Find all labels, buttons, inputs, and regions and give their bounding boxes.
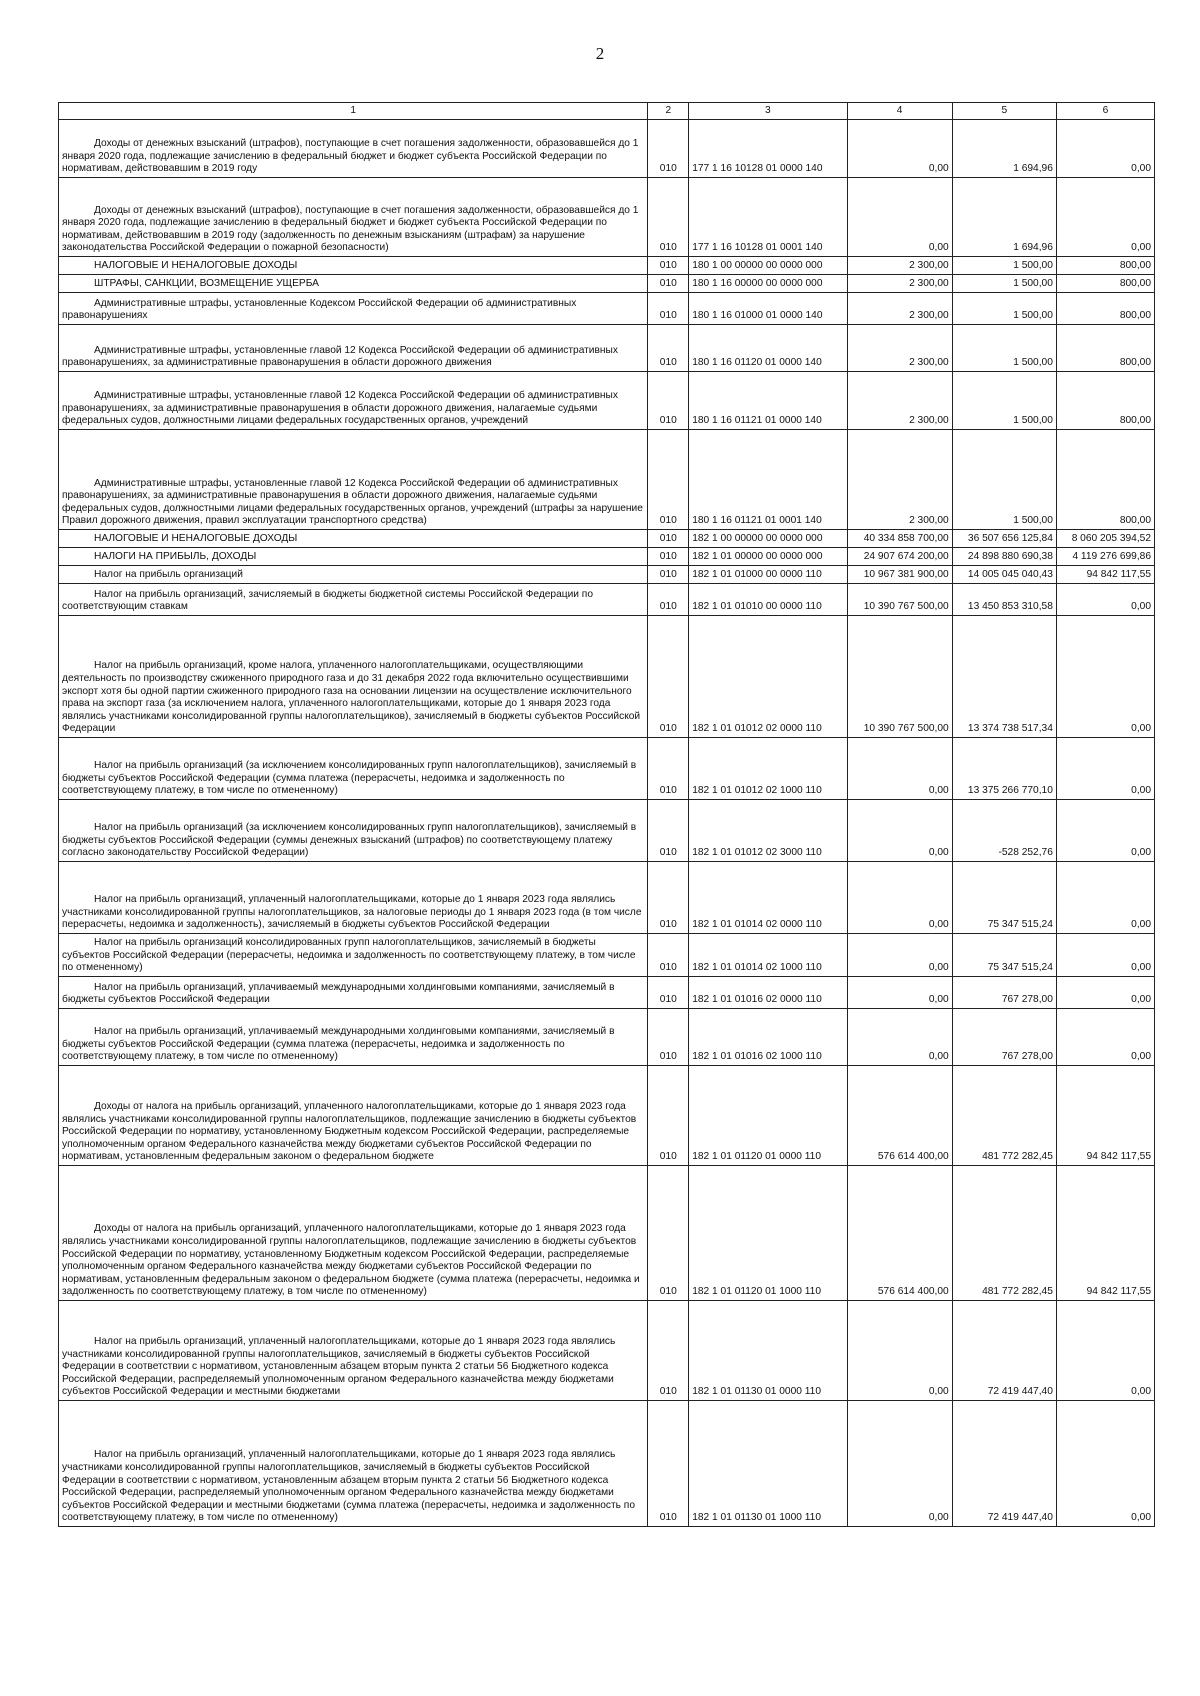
row-name-text: Налог на прибыль организаций, зачисляемый в бюджеты бюджетной системы Российской Федерации по соответствующим ставкам xyxy=(62,588,593,613)
row-budget-code: 182 1 01 01014 02 1000 110 xyxy=(689,934,847,977)
row-name-text: Административные штрафы, установленные главой 12 Кодекса Российской Федерации об административных правонарушениях, за административные правонарушения в области дорожного движения xyxy=(62,344,618,369)
row-executed-amount: 36 507 656 125,84 xyxy=(952,530,1056,548)
row-budget-code: 182 1 01 01016 02 1000 110 xyxy=(689,1009,847,1066)
row-name-text: НАЛОГИ НА ПРИБЫЛЬ, ДОХОДЫ xyxy=(94,551,257,563)
row-executed-amount: 1 500,00 xyxy=(952,325,1056,372)
row-budget-code: 177 1 16 10128 01 0001 140 xyxy=(689,178,847,257)
table-row xyxy=(59,120,1155,178)
row-executed-amount: 13 375 266 770,10 xyxy=(952,738,1056,800)
row-executed-amount: 75 347 515,24 xyxy=(952,934,1056,977)
row-unexecuted-amount: 800,00 xyxy=(1056,275,1154,293)
row-budget-code: 182 1 00 00000 00 0000 000 xyxy=(689,530,847,548)
row-executed-amount: 75 347 515,24 xyxy=(952,862,1056,934)
row-name-text: Доходы от денежных взысканий (штрафов), поступающие в счет погашения задолженности, образовавшейся до 1 января 2020 года, подлежащие зачислению в федеральный бюджет и бюджет субъекта Российской Федерации по нормативам, действовавшим в 2019 году (задолженность по денежным взысканиям (штрафам) за нарушение законодательства Российской Федерации о пожарной безопасности) xyxy=(62,204,639,254)
table-row xyxy=(59,293,1155,325)
row-approved-amount: 2 300,00 xyxy=(847,430,952,530)
table-row xyxy=(59,1009,1155,1066)
row-approved-amount: 0,00 xyxy=(847,800,952,862)
row-name xyxy=(59,257,648,275)
table-row xyxy=(59,275,1155,293)
row-name-text: Налог на прибыль организаций, уплаченный налогоплательщиками, которые до 1 января 2023 года являлись участниками консолидированной группы налогоплательщиков, зачисляемый в бюджеты субъектов Российской Федерации в соответствии с нормативом, установленным абзацем вторым пункта 2 статьи 56 Бюджетного кодекса Российской Федерации, распределяемый уполномоченным органом Федерального казначейства между бюджетами субъектов Российской Федерации и местными бюджетами (сумма платежа (перерасчеты, недоимка и задолженность по соответствующему платежу, в том числе по отмененному) xyxy=(62,1449,635,1524)
row-approved-amount: 0,00 xyxy=(847,178,952,257)
row-budget-code: 180 1 16 01000 01 0000 140 xyxy=(689,293,847,325)
row-approved-amount: 40 334 858 700,00 xyxy=(847,530,952,548)
row-budget-code: 180 1 00 00000 00 0000 000 xyxy=(689,257,847,275)
table-row xyxy=(59,566,1155,584)
row-executed-amount: -528 252,76 xyxy=(952,800,1056,862)
row-budget-code: 182 1 01 01120 01 1000 110 xyxy=(689,1166,847,1301)
row-executed-amount: 481 772 282,45 xyxy=(952,1166,1056,1301)
row-name-text: Налог на прибыль организаций, уплачиваемый международными холдинговыми компаниями, зачисляемый в бюджеты субъектов Российской Федерации (сумма платежа (перерасчеты, недоимка и задолженность по соответствующему платежу, в том числе по отмененному) xyxy=(62,1026,615,1063)
row-name-text: НАЛОГОВЫЕ И НЕНАЛОГОВЫЕ ДОХОДЫ xyxy=(94,260,298,272)
row-name xyxy=(59,275,648,293)
table-row xyxy=(59,548,1155,566)
row-line-code: 010 xyxy=(648,1301,689,1401)
row-name-text: Административные штрафы, установленные главой 12 Кодекса Российской Федерации об административных правонарушениях, за административные правонарушения в области дорожного движения, налагаемые судьями федеральных судов, должностными лицами федеральных государственных органов, учреждений xyxy=(62,390,618,427)
table-row xyxy=(59,1301,1155,1401)
row-name-text: Налог на прибыль организаций xyxy=(94,569,243,581)
table-row xyxy=(59,977,1155,1009)
table-row xyxy=(59,530,1155,548)
row-executed-amount: 72 419 447,40 xyxy=(952,1301,1056,1401)
row-approved-amount: 2 300,00 xyxy=(847,257,952,275)
row-approved-amount: 576 614 400,00 xyxy=(847,1066,952,1166)
row-name-text: Налог на прибыль организаций, кроме налога, уплаченного налогоплательщиками, осуществляющими деятельность по производству сжиженного природного газа и до 31 декабря 2022 года включительно осуществившими экспорт хотя бы одной партии сжиженного природного газа на основании лицензии на осуществление исключительного права на экспорт газа (за исключением налога, уплаченного налогоплательщиками, которые до 1 января 2023 года являлись участниками консолидированной группы налогоплательщиков), зачисляемый в бюджеты субъектов Российской Федерации xyxy=(62,660,641,735)
table-row xyxy=(59,738,1155,800)
row-approved-amount: 10 390 767 500,00 xyxy=(847,584,952,616)
row-name xyxy=(59,530,648,548)
table-row xyxy=(59,325,1155,372)
row-approved-amount: 10 390 767 500,00 xyxy=(847,616,952,738)
row-unexecuted-amount: 0,00 xyxy=(1056,934,1154,977)
row-line-code: 010 xyxy=(648,257,689,275)
row-unexecuted-amount: 800,00 xyxy=(1056,430,1154,530)
row-name-text: Налог на прибыль организаций, уплачиваемый международными холдинговыми компаниями, зачисляемый в бюджеты субъектов Российской Федерации xyxy=(62,981,615,1006)
row-executed-amount: 1 500,00 xyxy=(952,430,1056,530)
row-executed-amount: 14 005 045 040,43 xyxy=(952,566,1056,584)
row-line-code: 010 xyxy=(648,616,689,738)
row-name-text: Налог на прибыль организаций консолидированных групп налогоплательщиков, зачисляемый в бюджеты субъектов Российской Федерации (перерасчеты, недоимка и задолженность по соответствующему платежу, в том числе по отмененному) xyxy=(62,937,636,974)
row-executed-amount: 13 450 853 310,58 xyxy=(952,584,1056,616)
row-name xyxy=(59,1166,648,1301)
row-name-text: Налог на прибыль организаций, уплаченный налогоплательщиками, которые до 1 января 2023 года являлись участниками консолидированной группы налогоплательщиков, зачисляемый в бюджеты субъектов Российской Федерации в соответствии с нормативом, установленным абзацем вторым пункта 2 статьи 56 Бюджетного кодекса Российской Федерации, распределяемый уполномоченным органом Федерального казначейства между бюджетами субъектов Российской Федерации и местными бюджетами xyxy=(62,1336,616,1398)
row-approved-amount: 2 300,00 xyxy=(847,325,952,372)
column-number-row xyxy=(59,103,1155,120)
row-approved-amount: 0,00 xyxy=(847,977,952,1009)
row-unexecuted-amount: 4 119 276 699,86 xyxy=(1056,548,1154,566)
row-name-text: Доходы от денежных взысканий (штрафов), поступающие в счет погашения задолженности, образовавшейся до 1 января 2020 года, подлежащие зачислению в федеральный бюджет и бюджет субъекта Российской Федерации по нормативам, действовавшим в 2019 году xyxy=(62,138,639,175)
row-budget-code: 182 1 01 01014 02 0000 110 xyxy=(689,862,847,934)
table-body xyxy=(59,120,1155,1527)
row-name-text: ШТРАФЫ, САНКЦИИ, ВОЗМЕЩЕНИЕ УЩЕРБА xyxy=(94,278,319,290)
row-budget-code: 182 1 01 01012 02 1000 110 xyxy=(689,738,847,800)
row-executed-amount: 1 694,96 xyxy=(952,178,1056,257)
row-approved-amount: 0,00 xyxy=(847,1401,952,1527)
row-line-code: 010 xyxy=(648,548,689,566)
row-name xyxy=(59,178,648,257)
row-budget-code: 182 1 01 00000 00 0000 000 xyxy=(689,548,847,566)
row-line-code: 010 xyxy=(648,120,689,178)
row-name-text: Налог на прибыль организаций, уплаченный налогоплательщиками, которые до 1 января 2023 года являлись участниками консолидированной группы налогоплательщиков, за налоговые периоды до 1 января 2023 года (в том числе перерасчеты, недоимка и задолженность), зачисляемый в бюджеты субъектов Российской Федерации xyxy=(62,894,642,931)
row-name xyxy=(59,738,648,800)
row-name xyxy=(59,1009,648,1066)
row-budget-code: 182 1 01 01120 01 0000 110 xyxy=(689,1066,847,1166)
row-name xyxy=(59,120,648,178)
row-unexecuted-amount: 8 060 205 394,52 xyxy=(1056,530,1154,548)
row-name xyxy=(59,548,648,566)
page-number: 2 xyxy=(595,44,605,63)
row-line-code: 010 xyxy=(648,530,689,548)
row-name xyxy=(59,1401,648,1527)
row-line-code: 010 xyxy=(648,293,689,325)
row-unexecuted-amount: 0,00 xyxy=(1056,120,1154,178)
row-unexecuted-amount: 0,00 xyxy=(1056,738,1154,800)
row-line-code: 010 xyxy=(648,934,689,977)
row-approved-amount: 24 907 674 200,00 xyxy=(847,548,952,566)
row-line-code: 010 xyxy=(648,584,689,616)
row-executed-amount: 24 898 880 690,38 xyxy=(952,548,1056,566)
row-unexecuted-amount: 800,00 xyxy=(1056,293,1154,325)
row-line-code: 010 xyxy=(648,738,689,800)
row-unexecuted-amount: 0,00 xyxy=(1056,1009,1154,1066)
table-row xyxy=(59,257,1155,275)
row-executed-amount: 1 500,00 xyxy=(952,293,1056,325)
column-header: 1 xyxy=(59,103,648,120)
row-approved-amount: 2 300,00 xyxy=(847,275,952,293)
row-name-text: НАЛОГОВЫЕ И НЕНАЛОГОВЫЕ ДОХОДЫ xyxy=(94,533,298,545)
row-unexecuted-amount: 0,00 xyxy=(1056,1301,1154,1401)
row-name-text: Административные штрафы, установленные Кодексом Российской Федерации об административных правонарушениях xyxy=(62,297,577,322)
row-line-code: 010 xyxy=(648,566,689,584)
row-approved-amount: 0,00 xyxy=(847,738,952,800)
row-executed-amount: 13 374 738 517,34 xyxy=(952,616,1056,738)
row-executed-amount: 1 500,00 xyxy=(952,257,1056,275)
row-approved-amount: 2 300,00 xyxy=(847,372,952,430)
row-line-code: 010 xyxy=(648,1066,689,1166)
row-name xyxy=(59,293,648,325)
row-name-text: Доходы от налога на прибыль организаций, уплаченного налогоплательщиками, которые до 1 января 2023 года являлись участниками консолидированной группы налогоплательщиков, подлежащие зачислению в бюджеты субъектов Российской Федерации по нормативу, установленному Бюджетным кодексом Российской Федерации, распределяемые уполномоченным органом Федерального казначейства между бюджетами субъектов Российской Федерации по нормативам, установленным федеральным законом о федеральном бюджете (сумма платежа (перерасчеты, недоимка и задолженность по соответствующему платежу, в том числе по отмененному) xyxy=(62,1223,640,1298)
row-unexecuted-amount: 0,00 xyxy=(1056,178,1154,257)
row-unexecuted-amount: 800,00 xyxy=(1056,372,1154,430)
row-unexecuted-amount: 94 842 117,55 xyxy=(1056,1066,1154,1166)
row-name xyxy=(59,977,648,1009)
row-executed-amount: 767 278,00 xyxy=(952,1009,1056,1066)
row-line-code: 010 xyxy=(648,800,689,862)
table-row xyxy=(59,616,1155,738)
row-executed-amount: 481 772 282,45 xyxy=(952,1066,1056,1166)
row-name xyxy=(59,934,648,977)
row-name xyxy=(59,1301,648,1401)
revenue-table xyxy=(58,102,1155,1527)
row-budget-code: 182 1 01 01012 02 3000 110 xyxy=(689,800,847,862)
table-row xyxy=(59,862,1155,934)
row-name-text: Административные штрафы, установленные главой 12 Кодекса Российской Федерации об административных правонарушениях, за административные правонарушения в области дорожного движения, налагаемые судьями федеральных судов, должностными лицами федеральных государственных органов, учреждений (штрафы за нарушение Правил дорожного движения, правил эксплуатации транспортного средства) xyxy=(62,477,643,527)
row-line-code: 010 xyxy=(648,430,689,530)
row-unexecuted-amount: 0,00 xyxy=(1056,977,1154,1009)
column-header: 5 xyxy=(952,103,1056,120)
row-line-code: 010 xyxy=(648,1166,689,1301)
row-unexecuted-amount: 800,00 xyxy=(1056,325,1154,372)
row-budget-code: 182 1 01 01010 00 0000 110 xyxy=(689,584,847,616)
row-line-code: 010 xyxy=(648,372,689,430)
row-unexecuted-amount: 800,00 xyxy=(1056,257,1154,275)
row-budget-code: 182 1 01 01012 02 0000 110 xyxy=(689,616,847,738)
row-name-text: Доходы от налога на прибыль организаций, уплаченного налогоплательщиками, которые до 1 января 2023 года являлись участниками консолидированной группы налогоплательщиков, подлежащие зачислению в бюджеты субъектов Российской Федерации по нормативу, установленному Бюджетным кодексом Российской Федерации, распределяемые уполномоченным органом Федерального казначейства между бюджетами субъектов Российской Федерации по нормативам, установленным федеральным законом о федеральном бюджете xyxy=(62,1101,637,1163)
row-executed-amount: 72 419 447,40 xyxy=(952,1401,1056,1527)
row-name xyxy=(59,430,648,530)
table-row xyxy=(59,430,1155,530)
row-approved-amount: 10 967 381 900,00 xyxy=(847,566,952,584)
table-row xyxy=(59,372,1155,430)
row-approved-amount: 2 300,00 xyxy=(847,293,952,325)
row-unexecuted-amount: 0,00 xyxy=(1056,616,1154,738)
row-budget-code: 180 1 16 00000 00 0000 000 xyxy=(689,275,847,293)
row-line-code: 010 xyxy=(648,1009,689,1066)
row-budget-code: 182 1 01 01130 01 0000 110 xyxy=(689,1301,847,1401)
row-name xyxy=(59,862,648,934)
row-unexecuted-amount: 0,00 xyxy=(1056,862,1154,934)
table-row xyxy=(59,1166,1155,1301)
row-budget-code: 177 1 16 10128 01 0000 140 xyxy=(689,120,847,178)
row-approved-amount: 0,00 xyxy=(847,934,952,977)
row-approved-amount: 0,00 xyxy=(847,1301,952,1401)
row-line-code: 010 xyxy=(648,178,689,257)
row-unexecuted-amount: 94 842 117,55 xyxy=(1056,566,1154,584)
row-name xyxy=(59,800,648,862)
row-approved-amount: 576 614 400,00 xyxy=(847,1166,952,1301)
row-budget-code: 182 1 01 01016 02 0000 110 xyxy=(689,977,847,1009)
row-budget-code: 180 1 16 01120 01 0000 140 xyxy=(689,325,847,372)
column-header: 6 xyxy=(1056,103,1154,120)
table-row xyxy=(59,934,1155,977)
row-unexecuted-amount: 0,00 xyxy=(1056,800,1154,862)
row-budget-code: 182 1 01 01130 01 1000 110 xyxy=(689,1401,847,1527)
row-name xyxy=(59,616,648,738)
row-line-code: 010 xyxy=(648,977,689,1009)
table-row xyxy=(59,1066,1155,1166)
column-header: 3 xyxy=(689,103,847,120)
row-approved-amount: 0,00 xyxy=(847,120,952,178)
row-name xyxy=(59,372,648,430)
table-row xyxy=(59,800,1155,862)
row-line-code: 010 xyxy=(648,325,689,372)
row-name-text: Налог на прибыль организаций (за исключением консолидированных групп налогоплательщиков), зачисляемый в бюджеты субъектов Российской Федерации (суммы денежных взысканий (штрафов) по соответствующему платежу согласно законодательству Российской Федерации) xyxy=(62,822,637,859)
column-header: 2 xyxy=(648,103,689,120)
table-row xyxy=(59,584,1155,616)
row-line-code: 010 xyxy=(648,862,689,934)
row-budget-code: 182 1 01 01000 00 0000 110 xyxy=(689,566,847,584)
row-unexecuted-amount: 0,00 xyxy=(1056,1401,1154,1527)
row-budget-code: 180 1 16 01121 01 0001 140 xyxy=(689,430,847,530)
row-name-text: Налог на прибыль организаций (за исключением консолидированных групп налогоплательщиков), зачисляемый в бюджеты субъектов Российской Федерации (сумма платежа (перерасчеты, недоимка и задолженность по соответствующему платежу, в том числе по отмененному) xyxy=(62,760,637,797)
row-budget-code: 180 1 16 01121 01 0000 140 xyxy=(689,372,847,430)
row-name xyxy=(59,325,648,372)
table-row xyxy=(59,1401,1155,1527)
row-name xyxy=(59,566,648,584)
row-approved-amount: 0,00 xyxy=(847,1009,952,1066)
row-line-code: 010 xyxy=(648,275,689,293)
row-approved-amount: 0,00 xyxy=(847,862,952,934)
table-row xyxy=(59,178,1155,257)
row-executed-amount: 1 500,00 xyxy=(952,372,1056,430)
row-line-code: 010 xyxy=(648,1401,689,1527)
row-unexecuted-amount: 94 842 117,55 xyxy=(1056,1166,1154,1301)
row-unexecuted-amount: 0,00 xyxy=(1056,584,1154,616)
row-executed-amount: 1 694,96 xyxy=(952,120,1056,178)
row-name xyxy=(59,1066,648,1166)
row-executed-amount: 767 278,00 xyxy=(952,977,1056,1009)
row-name xyxy=(59,584,648,616)
column-header: 4 xyxy=(847,103,952,120)
row-executed-amount: 1 500,00 xyxy=(952,275,1056,293)
